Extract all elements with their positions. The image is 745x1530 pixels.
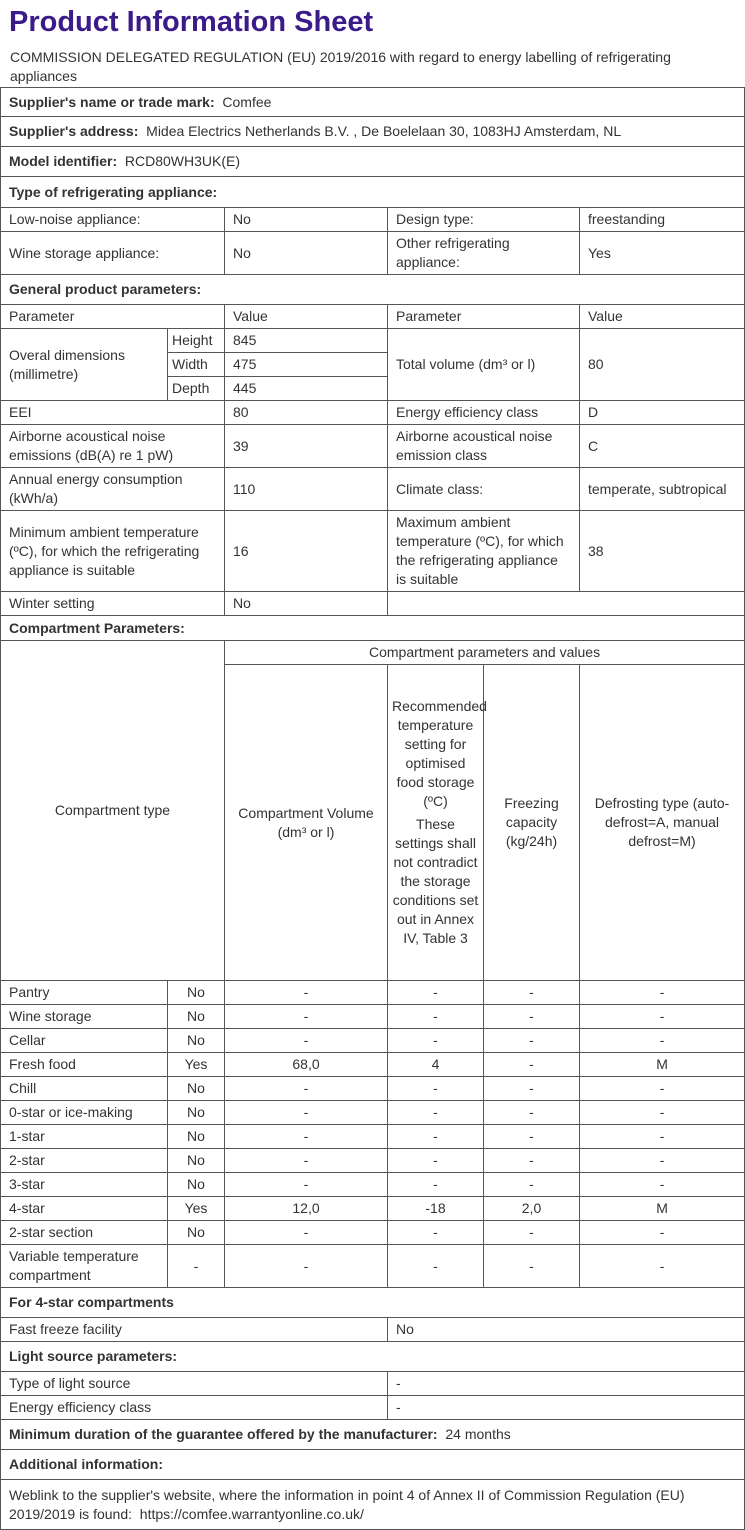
compartment-present: No	[168, 1221, 225, 1245]
compartment-volume: -	[225, 1221, 388, 1245]
general-heading: General product parameters:	[1, 275, 745, 305]
compartment-heading: Compartment Parameters:	[1, 616, 745, 641]
aec-value: 110	[225, 468, 388, 511]
other-appliance-label: Other refrigerating appliance:	[388, 232, 580, 275]
compartment-name: Wine storage	[1, 1005, 168, 1029]
dim-width-label: Width	[168, 353, 225, 377]
compartment-row	[1, 1053, 745, 1077]
regulation-subtitle: COMMISSION DELEGATED REGULATION (EU) 2019/2016 with regard to energy labelling of refrigerating appliances	[10, 49, 671, 84]
compartment-name: 3-star	[1, 1173, 168, 1197]
eei-label: EEI	[1, 401, 225, 425]
fast-freeze-label: Fast freeze facility	[1, 1318, 388, 1342]
design-type-value: freestanding	[580, 208, 745, 232]
col-temp	[388, 665, 487, 981]
address-value: Midea Electrics Netherlands B.V. , De Boelelaan 30, 1083HJ Amsterdam, NL	[146, 123, 622, 139]
col-defrost: Defrosting type (auto-defrost=A, manual defrost=M)	[580, 665, 745, 981]
dim-width-value: 475	[225, 353, 388, 377]
light-class-value: -	[388, 1396, 745, 1420]
compartment-present: -	[168, 1245, 225, 1288]
design-type-label: Design type:	[388, 208, 580, 232]
noise-label: Airborne acoustical noise emissions (dB(A) re 1 pW)	[1, 425, 225, 468]
four-star-heading: For 4-star compartments	[1, 1288, 745, 1318]
compartment-temp: 4	[388, 1053, 484, 1077]
general-col-value-2: Value	[580, 305, 745, 329]
compartment-freeze: 2,0	[484, 1197, 580, 1221]
col-compartment-type: Compartment type	[1, 641, 225, 981]
compartment-defrost: -	[580, 1245, 745, 1288]
noise-value: 39	[225, 425, 388, 468]
climate-value: temperate, subtropical	[580, 468, 745, 511]
compartment-row	[1, 981, 745, 1005]
col-freeze: Freezing capacity (kg/24h)	[484, 665, 580, 981]
compartment-volume: -	[225, 1101, 388, 1125]
compartment-row	[1, 1221, 745, 1245]
compartment-volume: -	[225, 1149, 388, 1173]
compartment-present: Yes	[168, 1197, 225, 1221]
compartment-temp: -	[388, 1221, 484, 1245]
supplier-label: Supplier's name or trade mark:	[9, 93, 215, 110]
model-value: RCD80WH3UK(E)	[124, 153, 241, 169]
compartment-row	[1, 1005, 745, 1029]
col-temp-title: Recommended temperature setting for optimised food storage (ºC)	[392, 698, 487, 809]
compartment-row	[1, 1101, 745, 1125]
compartment-defrost: M	[580, 1053, 745, 1077]
compartment-volume: -	[225, 981, 388, 1005]
supplier-row	[1, 88, 745, 117]
compartment-freeze: -	[484, 1029, 580, 1053]
compartment-name: Pantry	[1, 981, 168, 1005]
eei-value: 80	[225, 401, 388, 425]
compartment-freeze: -	[484, 1149, 580, 1173]
compartment-row	[1, 1125, 745, 1149]
compartment-group-header: Compartment parameters and values	[225, 641, 745, 665]
compartment-defrost: -	[580, 1101, 745, 1125]
wine-storage-label: Wine storage appliance:	[1, 232, 225, 275]
compartment-present: No	[168, 1149, 225, 1173]
light-type-label: Type of light source	[1, 1372, 388, 1396]
compartment-volume: -	[225, 1173, 388, 1197]
other-appliance-value: Yes	[580, 232, 745, 275]
compartment-freeze: -	[484, 1173, 580, 1197]
noise-class-value: C	[580, 425, 745, 468]
compartment-row	[1, 1149, 745, 1173]
compartment-freeze: -	[484, 1077, 580, 1101]
compartment-name: Chill	[1, 1077, 168, 1101]
compartment-defrost: -	[580, 1173, 745, 1197]
general-col-param: Parameter	[1, 305, 225, 329]
eec-value: D	[580, 401, 745, 425]
page-title: Product Information Sheet	[9, 6, 374, 38]
compartment-volume: -	[225, 1077, 388, 1101]
compartment-defrost: -	[580, 1221, 745, 1245]
compartment-defrost: -	[580, 1005, 745, 1029]
general-col-value: Value	[225, 305, 388, 329]
guarantee-value: 24 months	[445, 1426, 511, 1442]
compartment-defrost: -	[580, 1149, 745, 1173]
guarantee-label: Minimum duration of the guarantee offered by the manufacturer:	[9, 1426, 438, 1442]
light-class-label: Energy efficiency class	[1, 1396, 388, 1420]
low-noise-label: Low-noise appliance:	[1, 208, 225, 232]
compartment-present: No	[168, 1125, 225, 1149]
address-label: Supplier's address:	[9, 123, 139, 139]
compartment-present: No	[168, 1005, 225, 1029]
compartment-freeze: -	[484, 1101, 580, 1125]
dim-height-label: Height	[168, 329, 225, 353]
compartment-temp: -	[388, 981, 484, 1005]
compartment-name: 0-star or ice-making	[1, 1101, 168, 1125]
max-temp-value: 38	[580, 511, 745, 592]
fast-freeze-value: No	[388, 1318, 745, 1342]
compartment-row	[1, 1245, 745, 1288]
dims-label: Overal dimensions (millimetre)	[1, 329, 168, 401]
compartment-defrost: -	[580, 981, 745, 1005]
compartment-temp: -18	[388, 1197, 484, 1221]
compartment-defrost: -	[580, 1125, 745, 1149]
info-table	[0, 87, 745, 1530]
compartment-present: No	[168, 1029, 225, 1053]
model-row	[1, 147, 745, 177]
guarantee-row	[1, 1420, 745, 1450]
compartment-name: Cellar	[1, 1029, 168, 1053]
compartment-present: No	[168, 1173, 225, 1197]
compartment-name: Variable temperature compartment	[1, 1245, 168, 1288]
light-type-value: -	[388, 1372, 745, 1396]
aec-label: Annual energy consumption (kWh/a)	[1, 468, 225, 511]
eec-label: Energy efficiency class	[388, 401, 580, 425]
additional-heading: Additional information:	[1, 1450, 745, 1480]
compartment-freeze: -	[484, 981, 580, 1005]
compartment-freeze: -	[484, 1053, 580, 1077]
light-heading: Light source parameters:	[1, 1342, 745, 1372]
min-temp-value: 16	[225, 511, 388, 592]
climate-label: Climate class:	[388, 468, 580, 511]
supplier-value: Comfee	[222, 93, 272, 110]
supplier-weblink[interactable]: https://comfee.warrantyonline.co.uk/	[139, 1505, 364, 1522]
compartment-volume: -	[225, 1125, 388, 1149]
compartment-freeze: -	[484, 1005, 580, 1029]
compartment-name: 4-star	[1, 1197, 168, 1221]
compartment-temp: -	[388, 1029, 484, 1053]
compartment-defrost: -	[580, 1077, 745, 1101]
compartment-temp: -	[388, 1125, 484, 1149]
compartment-volume: 68,0	[225, 1053, 388, 1077]
compartment-present: No	[168, 981, 225, 1005]
compartment-temp: -	[388, 1245, 484, 1288]
additional-info	[1, 1480, 745, 1530]
compartment-volume: -	[225, 1005, 388, 1029]
noise-class-label: Airborne acoustical noise emission class	[388, 425, 580, 468]
compartment-volume: 12,0	[225, 1197, 388, 1221]
type-heading: Type of refrigerating appliance:	[1, 177, 745, 208]
compartment-row	[1, 1077, 745, 1101]
dim-height-value: 845	[225, 329, 388, 353]
compartment-defrost: -	[580, 1029, 745, 1053]
max-temp-label: Maximum ambient temperature (ºC), for which the refrigerating appliance is suitable	[388, 511, 580, 592]
min-temp-label: Minimum ambient temperature (ºC), for which the refrigerating appliance is suitable	[1, 511, 225, 592]
compartment-present: No	[168, 1077, 225, 1101]
compartment-volume: -	[225, 1029, 388, 1053]
low-noise-value: No	[225, 208, 388, 232]
compartment-name: Fresh food	[1, 1053, 168, 1077]
compartment-name: 1-star	[1, 1125, 168, 1149]
general-col-param-2: Parameter	[388, 305, 580, 329]
model-label: Model identifier:	[9, 153, 118, 169]
dim-depth-label: Depth	[168, 377, 225, 401]
winter-label: Winter setting	[1, 592, 225, 616]
compartment-row	[1, 1173, 745, 1197]
compartment-name: 2-star	[1, 1149, 168, 1173]
wine-storage-value: No	[225, 232, 388, 275]
compartment-temp: -	[388, 1077, 484, 1101]
address-row	[1, 117, 745, 147]
compartment-volume: -	[225, 1245, 388, 1288]
compartment-defrost: M	[580, 1197, 745, 1221]
compartment-rows	[1, 981, 745, 1288]
total-volume-value: 80	[580, 329, 745, 401]
compartment-temp: -	[388, 1149, 484, 1173]
compartment-row	[1, 1197, 745, 1221]
compartment-freeze: -	[484, 1245, 580, 1288]
dim-depth-value: 445	[225, 377, 388, 401]
col-temp-note: These settings shall not contradict the storage conditions set out in Annex IV, Table 3	[392, 816, 479, 946]
winter-empty	[388, 592, 745, 616]
compartment-temp: -	[388, 1101, 484, 1125]
compartment-freeze: -	[484, 1125, 580, 1149]
compartment-present: Yes	[168, 1053, 225, 1077]
winter-value: No	[225, 592, 388, 616]
compartment-present: No	[168, 1101, 225, 1125]
compartment-temp: -	[388, 1173, 484, 1197]
total-volume-label: Total volume (dm³ or l)	[388, 329, 580, 401]
additional-text: Weblink to the supplier's website, where the information in point 4 of Annex II of Commission Regulation (EU) 2019/2019 is found:	[9, 1486, 685, 1522]
col-volume: Compartment Volume (dm³ or l)	[225, 665, 388, 981]
compartment-row	[1, 1029, 745, 1053]
compartment-freeze: -	[484, 1221, 580, 1245]
compartment-name: 2-star section	[1, 1221, 168, 1245]
compartment-temp: -	[388, 1005, 484, 1029]
